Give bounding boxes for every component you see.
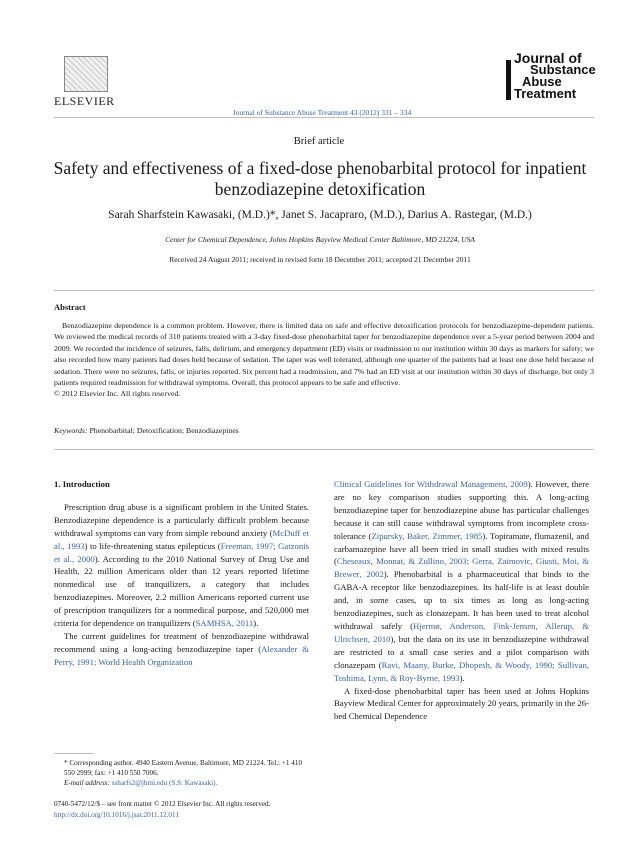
email-link[interactable]: ssharfs2@jhmi.edu (S.S. Kawasaki). xyxy=(111,779,218,787)
journal-logo-line: Substance xyxy=(530,62,596,77)
intro-paragraph-1 xyxy=(54,501,309,630)
body-text: ). xyxy=(459,672,465,683)
body-text: ). xyxy=(253,618,259,629)
body-text: ) to life-threatening status epilepticus ( xyxy=(84,540,221,551)
intro-paragraph-2 xyxy=(54,630,309,669)
doi-link[interactable]: http://dx.doi.org/10.1016/j.jsat.2011.12.011 xyxy=(54,810,179,819)
citation-link[interactable]: Freeman, 1997; Gatzonis et al., 2000 xyxy=(54,540,309,564)
citation-link[interactable]: Hjermø, Anderson, Fink-Jensen, Allerup, & Ulrichsen, 2010 xyxy=(334,620,590,644)
abstract-copyright: © 2012 Elsevier Inc. All rights reserved. xyxy=(54,389,181,399)
abstract-heading: Abstract xyxy=(54,302,86,312)
citation-link[interactable]: Ravi, Maany, Burke, Dhopesh, & Woody, 1990; Sullivan, Toshima, Lynn, & Roy-Byrne, 1993 xyxy=(334,659,589,683)
citation-link[interactable]: Alexander & Perry, 1991; World Health Organization xyxy=(54,643,309,667)
citation-link[interactable]: Cheseaux, Monnat, & Zullino, 2003; Gerra, Zaimovic, Giusti, Moi, & Brewer, 2002 xyxy=(334,556,589,580)
corresponding-author: * Corresponding author. 4940 Eastern Avenue, Baltimore, MD 21224. Tel.: +1 410 550 2999; fax: +1 410 550 7006. xyxy=(64,759,303,777)
body-text: The current guidelines for treatment of benzodiazepine withdrawal recommend using a long-acting benzodiazepine taper ( xyxy=(54,630,309,654)
abstract-bottom-rule xyxy=(54,449,594,450)
affiliation: Center for Chemical Dependence, Johns Hopkins Bayview Medical Center Baltimore, MD 21224, USA xyxy=(165,235,475,244)
elsevier-logo xyxy=(54,56,118,108)
right-column xyxy=(334,478,589,723)
citation-link[interactable]: Zipursky, Baker, Zimmer, 1985 xyxy=(371,530,483,541)
journal-logo-bar xyxy=(506,60,511,100)
email-line xyxy=(54,778,309,788)
journal-logo-line: Treatment xyxy=(514,86,577,101)
article-title: Safety and effectiveness of a fixed-dose phenobarbital protocol for inpatient benzodiazepine detoxification xyxy=(53,158,587,199)
intro-paragraph-3 xyxy=(334,478,589,685)
issn-line: 0740-5472/12/$ – see front matter © 2012 Elsevier Inc. All rights reserved. xyxy=(54,800,271,808)
journal-logo-line: Journal of xyxy=(514,50,582,66)
body-text: ), but the data on its use in benzodiazepine withdrawal are restricted to a small case series and a pilot comparison with clonazepam ( xyxy=(334,633,589,670)
article-dates: Received 24 August 2011; received in revised form 18 December 2011; accepted 21 December 2011 xyxy=(169,255,471,264)
page-header xyxy=(54,50,596,117)
section-heading: 1. Introduction xyxy=(54,479,110,489)
keywords-label: Keywords: xyxy=(54,426,88,435)
abstract-top-rule xyxy=(54,290,594,291)
publisher-name: ELSEVIER xyxy=(54,94,115,108)
journal-citation-link[interactable]: Journal of Substance Abuse Treatment 43 (2012) 331 – 334 xyxy=(232,108,412,117)
keywords-list: Phenobarbital; Detoxification; Benzodiazepines xyxy=(89,426,239,435)
body-text: ). Phenobarbital is a pharmaceutical that binds to the GABA-A receptor like benzodiazepines. Its half-life is at least double and, in some cases, up to six times as long as long-acting benzodiazepines, such as clonazepam. It has been used to treat alcohol withdrawal safely ( xyxy=(334,569,590,631)
body-text: ). However, there are no key comparison studies supporting this. A long-acting benzodiazepine taper for benzodiazepine abuse has particular challenges because it can still cause withdrawal symptoms from incomplete cross-tolerance ( xyxy=(334,479,589,541)
journal-logo-line: Abuse xyxy=(522,74,562,89)
header-rule xyxy=(54,117,594,118)
body-text: ). Topiramate, flumazenil, and carbamazepine have all been tried in small studies with mixed results ( xyxy=(334,530,589,567)
left-column xyxy=(54,478,309,669)
keywords xyxy=(54,426,239,435)
abstract-text: Benzodiazepine dependence is a common problem. However, there is limited data on safe and effective detoxification protocols for benzodiazepine-dependent patients. We reviewed the medical records of 310 patients treated with a 3-day fixed-dose phenobarbital taper for benzodiazepine dependence over a 5-year period between 2004 and 2009. We recorded the incidence of seizures, falls, delirium, and emergency department (ED) visits or readmission to our institution within 30 days as markers for safety; we also recorded how many patients had doses held because of sedation. The taper was well tolerated, although one quarter of the patients had at least one dose held because of sedation. There were no seizures, falls, or injuries reported. Six percent had a readmission, and 7% had an ED visit at our institution within 30 days of discharge, but only 3 patients required readmission for withdrawal symptoms. Overall, this protocol appears to be safe and effective. xyxy=(54,321,594,388)
front-matter xyxy=(54,799,354,820)
author-list: Sarah Sharfstein Kawasaki, (M.D.)*, Janet S. Jacapraro, (M.D.), Darius A. Rastegar, (M.D.) xyxy=(108,209,532,221)
journal-logo xyxy=(514,52,594,100)
body-text: ). According to the 2010 National Survey of Drug Use and Health, 22 million Americans older than 12 years reported lifetime nonmedical use of tranquilizers, a category that includes benzodiazepines. Moreover, 2.2 million Americans reported current use of prescription tranquilizers for a nonmedical purpose, and 520,000 met criteria for dependence on tranquilizers ( xyxy=(54,553,310,629)
citation-link[interactable]: McDuff et al., 1993 xyxy=(54,527,309,551)
email-label: E-mail address: xyxy=(64,779,110,787)
abstract-body xyxy=(54,320,594,400)
elsevier-tree-icon xyxy=(64,56,108,92)
intro-paragraph-4: A fixed-dose phenobarbital taper has been used at Johns Hopkins Bayview Medical Center for approximately 20 years, primarily in the 26-bed Chemical Dependence xyxy=(334,685,589,722)
footnote xyxy=(54,758,309,788)
article-type: Brief article xyxy=(293,136,345,147)
citation-link[interactable]: Clinical Guidelines for Withdrawal Management, 2009 xyxy=(334,479,528,489)
body-text: Prescription drug abuse is a significant problem in the United States. Benzodiazepine dependence is a particularly difficult problem because withdrawal symptoms can vary from simple rebound anxiety ( xyxy=(54,501,309,538)
citation-link[interactable]: SAMHSA, 2011 xyxy=(195,618,254,629)
footnote-rule xyxy=(54,753,94,754)
